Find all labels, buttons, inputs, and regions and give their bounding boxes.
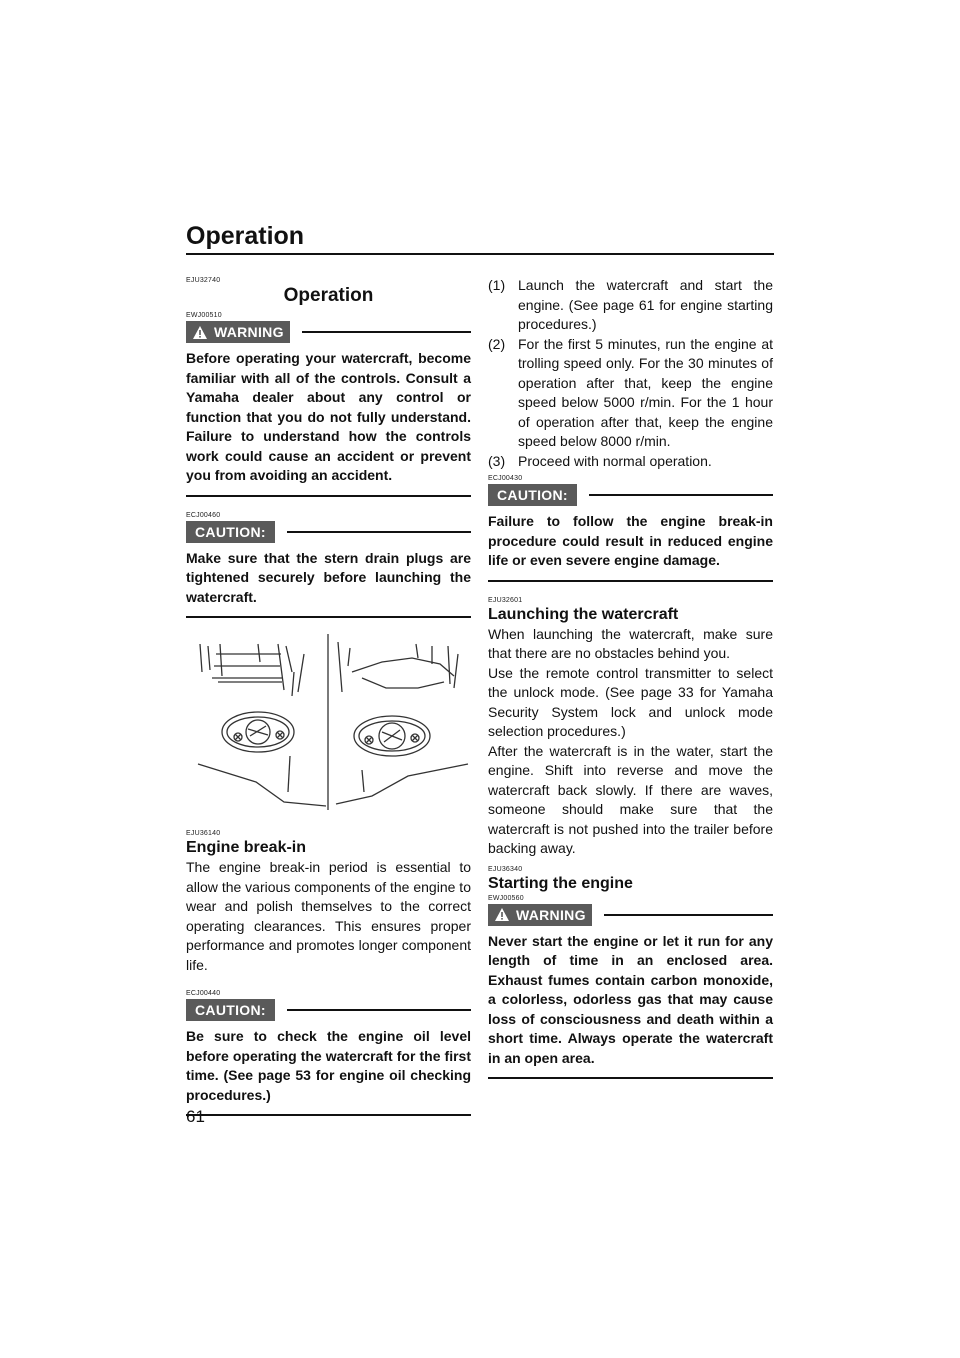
warning-code: EWJ00510 [186, 312, 222, 319]
page-number: 61 [186, 1107, 205, 1126]
drain-plug-illustration [186, 632, 471, 817]
warning-end-rule [186, 495, 471, 497]
warning-block [488, 894, 773, 1080]
caution-label-rule [589, 494, 773, 496]
left-column [186, 276, 471, 1130]
engine-break-in-section [186, 829, 471, 975]
launching-section [488, 596, 773, 859]
warning-triangle-icon [192, 325, 208, 340]
caution-text: Be sure to check the engine oil level before operating the watercraft for the first time. (See page 53 for engine oil checking procedures.) [186, 1028, 471, 1103]
warning-label-rule [302, 331, 471, 333]
launching-paragraph: Use the remote control transmitter to select the unlock mode. (See page 33 for Yamaha Security System lock and unlock mode selection procedures.) [488, 664, 773, 739]
warning-code: EWJ00560 [488, 894, 524, 902]
step-number: (1) [488, 277, 506, 293]
section-code: EJU36340 [488, 865, 523, 873]
engine-break-in-heading: Engine break-in [186, 839, 307, 856]
caution-label-rule [287, 1009, 471, 1011]
warning-label: WARNING [516, 906, 586, 923]
caution-block [488, 474, 773, 582]
launching-paragraph: When launching the watercraft, make sure that there are no obstacles behind you. [488, 625, 773, 661]
section-title: Operation [283, 285, 374, 306]
caution-code: ECJ00440 [186, 990, 221, 997]
step-text: Proceed with normal operation. [518, 452, 712, 469]
break-in-steps [488, 276, 773, 471]
page-header-title: Operation [186, 222, 305, 250]
launching-paragraph: After the watercraft is in the water, start the engine. Shift into reverse and move the watercraft back slowly. If there are waves, someone should make sure that the watercraft is not pushed into the trailer before backing away. [488, 742, 773, 856]
caution-code: ECJ00460 [186, 511, 221, 519]
warning-triangle-icon [494, 907, 510, 922]
starting-section [488, 865, 773, 894]
caution-code: ECJ00430 [488, 475, 523, 482]
warning-text: Before operating your watercraft, become familiar with all of the controls. Consult a Yamaha dealer about any control or function that you do not fully understand. Failure to understand how the controls work could cause an accident or prevent you from avoiding an accident. [186, 350, 471, 483]
caution-block [186, 511, 471, 619]
header-rule [186, 253, 774, 255]
starting-heading: Starting the engine [488, 874, 633, 892]
step-number: (3) [488, 452, 506, 469]
caution-end-rule [488, 580, 773, 582]
engine-break-in-text: The engine break-in period is essential to allow the various components of the engine to wear and polish themselves to the correct operating clearances. This ensures proper performance and promotes longer component life. [186, 859, 471, 973]
step-text: Launch the watercraft and start the engine. (See page 61 for engine starting procedures.) [518, 277, 773, 332]
list-item [488, 452, 773, 472]
warning-label-rule [604, 914, 773, 916]
warning-badge [186, 321, 290, 343]
caution-badge: CAUTION: [488, 484, 577, 506]
caution-text: Make sure that the stern drain plugs are tightened securely before launching the watercraft. [186, 549, 471, 605]
caution-text: Failure to follow the engine break-in procedure could result in reduced engine life or even severe engine damage. [488, 513, 773, 568]
caution-block [186, 989, 471, 1116]
warning-end-rule [488, 1077, 773, 1079]
warning-label: WARNING [214, 324, 284, 340]
list-item [488, 335, 773, 452]
right-column [488, 276, 773, 1093]
drain-plug-drawing [186, 632, 471, 812]
caution-end-rule [186, 616, 471, 618]
section-code: EJU32740 [186, 277, 221, 284]
section-code: EJU32601 [488, 596, 523, 604]
warning-badge [488, 904, 592, 926]
warning-text: Never start the engine or let it run for any length of time in an enclosed area. Exhaust fumes contain carbon monoxide, a colorless, odorless gas that may cause loss of consciousness and death within a short time. Always operate the watercraft in an open area. [488, 932, 773, 1066]
launching-heading: Launching the watercraft [488, 605, 679, 623]
caution-badge: CAUTION: [186, 521, 275, 543]
warning-block [186, 311, 471, 497]
step-text: For the first 5 minutes, run the engine at trolling speed only. For the 30 minutes of operation after that, keep the engine speed below 5000 r/min. For the 1 hour of operation after that, keep the engine speed below 8000 r/min. [518, 335, 773, 449]
caution-label-rule [287, 531, 471, 533]
caution-end-rule [186, 1114, 471, 1116]
step-number: (2) [488, 335, 506, 352]
list-item [488, 276, 773, 335]
section-code: EJU36140 [186, 830, 221, 837]
caution-badge: CAUTION: [186, 999, 275, 1021]
